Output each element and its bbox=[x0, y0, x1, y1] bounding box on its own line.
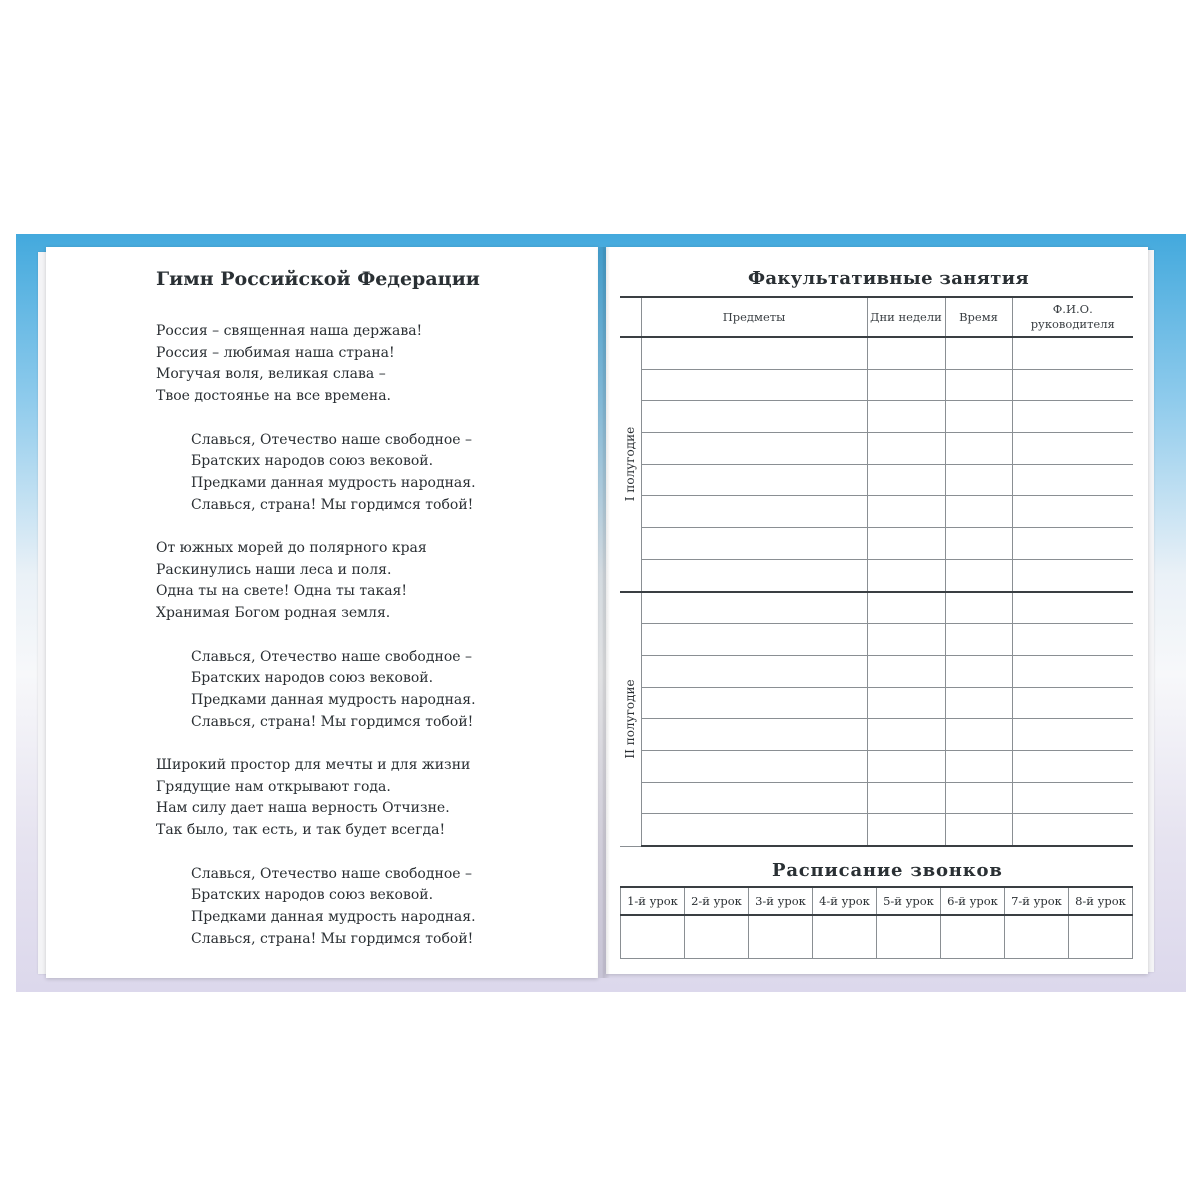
table-cell[interactable] bbox=[1012, 369, 1133, 401]
anthem-line: Широкий простор для мечты и для жизни bbox=[156, 757, 471, 773]
table-cell[interactable] bbox=[867, 369, 945, 401]
anthem-line: От южных морей до полярного края bbox=[156, 540, 427, 556]
anthem-line: Нам силу дает наша верность Отчизне. bbox=[156, 800, 450, 817]
semester-1-label: I полугодие bbox=[623, 427, 638, 502]
table-cell[interactable] bbox=[1012, 624, 1133, 656]
lesson-time-cell[interactable] bbox=[621, 915, 685, 959]
table-cell[interactable] bbox=[945, 369, 1012, 401]
anthem-line: Славься, страна! Мы гордимся тобой! bbox=[191, 496, 474, 513]
table-cell[interactable] bbox=[1012, 782, 1133, 814]
anthem-text bbox=[156, 321, 576, 972]
table-cell[interactable] bbox=[867, 655, 945, 687]
anthem-line: Одна ты на свете! Одна ты такая! bbox=[156, 583, 408, 600]
table-cell[interactable] bbox=[945, 337, 1012, 369]
electives-header-blank bbox=[620, 297, 641, 337]
anthem-line: Россия – любимая наша страна! bbox=[156, 344, 395, 361]
anthem-line: Предками данная мудрость народная. bbox=[191, 691, 476, 708]
anthem-line: Братских народов союз вековой. bbox=[191, 670, 434, 687]
lesson-time-cell[interactable] bbox=[685, 915, 749, 959]
header-time: Время bbox=[945, 297, 1012, 337]
anthem-line: Славься, Отечество наше свободное – bbox=[191, 431, 472, 448]
table-cell[interactable] bbox=[641, 401, 867, 433]
table-cell[interactable] bbox=[867, 687, 945, 719]
anthem-line: Раскинулись наши леса и поля. bbox=[156, 561, 392, 578]
table-cell[interactable] bbox=[641, 782, 867, 814]
lesson-header: 1-й урок bbox=[621, 887, 685, 915]
anthem-line: Могучая воля, великая слава – bbox=[156, 366, 386, 383]
table-cell[interactable] bbox=[867, 559, 945, 591]
table-cell[interactable] bbox=[641, 814, 867, 846]
bell-schedule-title: Расписание звонков bbox=[772, 860, 1003, 881]
table-cell[interactable] bbox=[641, 528, 867, 560]
table-cell[interactable] bbox=[945, 750, 1012, 782]
lesson-time-cell[interactable] bbox=[1069, 915, 1133, 959]
table-cell[interactable] bbox=[641, 687, 867, 719]
stanza-chorus-2 bbox=[156, 647, 576, 734]
table-cell[interactable] bbox=[1012, 433, 1133, 465]
table-cell[interactable] bbox=[945, 782, 1012, 814]
table-cell[interactable] bbox=[945, 814, 1012, 846]
table-cell[interactable] bbox=[867, 750, 945, 782]
table-cell[interactable] bbox=[641, 750, 867, 782]
table-cell[interactable] bbox=[641, 624, 867, 656]
table-cell[interactable] bbox=[1012, 496, 1133, 528]
table-cell[interactable] bbox=[1012, 401, 1133, 433]
anthem-line: Предками данная мудрость народная. bbox=[191, 908, 476, 925]
table-cell[interactable] bbox=[1012, 750, 1133, 782]
anthem-line: Грядущие нам открывают года. bbox=[156, 778, 391, 795]
stanza-verse-1 bbox=[156, 321, 576, 408]
anthem-line: Братских народов союз вековой. bbox=[191, 453, 434, 470]
book-spine bbox=[596, 247, 610, 978]
table-cell[interactable] bbox=[1012, 464, 1133, 496]
table-cell[interactable] bbox=[641, 433, 867, 465]
table-cell[interactable] bbox=[945, 528, 1012, 560]
semester-2-cell bbox=[620, 592, 641, 847]
lesson-header: 5-й урок bbox=[877, 887, 941, 915]
table-cell[interactable] bbox=[641, 719, 867, 751]
table-cell[interactable] bbox=[641, 369, 867, 401]
stanza-verse-2 bbox=[156, 538, 576, 625]
table-cell[interactable] bbox=[867, 496, 945, 528]
table-cell[interactable] bbox=[945, 496, 1012, 528]
table-cell[interactable] bbox=[641, 592, 867, 624]
table-cell[interactable] bbox=[945, 592, 1012, 624]
table-cell[interactable] bbox=[867, 592, 945, 624]
electives-table bbox=[620, 296, 1133, 847]
table-cell[interactable] bbox=[641, 559, 867, 591]
table-cell[interactable] bbox=[1012, 528, 1133, 560]
table-cell[interactable] bbox=[1012, 559, 1133, 591]
stanza-chorus-3 bbox=[156, 864, 576, 951]
semester-1-cell bbox=[620, 337, 641, 592]
table-cell[interactable] bbox=[867, 337, 945, 369]
header-supervisor: Ф.И.О. руководителя bbox=[1012, 297, 1133, 337]
lesson-time-cell[interactable] bbox=[1005, 915, 1069, 959]
table-cell[interactable] bbox=[945, 719, 1012, 751]
anthem-line: Так было, так есть, и так будет всегда! bbox=[156, 822, 446, 839]
table-cell[interactable] bbox=[1012, 719, 1133, 751]
table-cell[interactable] bbox=[945, 433, 1012, 465]
table-cell[interactable] bbox=[1012, 814, 1133, 846]
table-cell[interactable] bbox=[867, 433, 945, 465]
table-cell[interactable] bbox=[867, 814, 945, 846]
table-cell[interactable] bbox=[867, 782, 945, 814]
lesson-header: 7-й урок bbox=[1005, 887, 1069, 915]
table-cell[interactable] bbox=[945, 559, 1012, 591]
lesson-header: 2-й урок bbox=[685, 887, 749, 915]
table-cell[interactable] bbox=[945, 655, 1012, 687]
stanza-chorus-1 bbox=[156, 430, 576, 517]
anthem-line: Хранимая Богом родная земля. bbox=[156, 605, 391, 622]
anthem-line: Славься, страна! Мы гордимся тобой! bbox=[191, 930, 474, 947]
lesson-time-cell[interactable] bbox=[877, 915, 941, 959]
anthem-line: Славься, Отечество наше свободное – bbox=[191, 648, 472, 665]
table-cell[interactable] bbox=[867, 624, 945, 656]
table-cell[interactable] bbox=[867, 528, 945, 560]
lesson-time-cell[interactable] bbox=[813, 915, 877, 959]
table-cell[interactable] bbox=[945, 624, 1012, 656]
semester-2-label: II полугодие bbox=[623, 679, 638, 759]
header-subjects: Предметы bbox=[641, 297, 867, 337]
lesson-header: 8-й урок bbox=[1069, 887, 1133, 915]
lesson-time-cell[interactable] bbox=[941, 915, 1005, 959]
table-cell[interactable] bbox=[641, 655, 867, 687]
table-cell[interactable] bbox=[1012, 592, 1133, 624]
table-cell[interactable] bbox=[867, 464, 945, 496]
table-cell[interactable] bbox=[641, 496, 867, 528]
table-cell[interactable] bbox=[945, 401, 1012, 433]
anthem-title: Гимн Российской Федерации bbox=[156, 268, 480, 290]
anthem-line: Славься, страна! Мы гордимся тобой! bbox=[191, 713, 474, 730]
lesson-header: 6-й урок bbox=[941, 887, 1005, 915]
anthem-line: Россия – священная наша держава! bbox=[156, 323, 423, 339]
stanza-verse-3 bbox=[156, 755, 576, 842]
lesson-time-cell[interactable] bbox=[749, 915, 813, 959]
table-cell[interactable] bbox=[641, 337, 867, 369]
bell-schedule-table bbox=[620, 886, 1133, 959]
lesson-header: 3-й урок bbox=[749, 887, 813, 915]
lesson-header: 4-й урок bbox=[813, 887, 877, 915]
table-cell[interactable] bbox=[867, 719, 945, 751]
table-cell[interactable] bbox=[1012, 687, 1133, 719]
header-weekdays: Дни недели bbox=[867, 297, 945, 337]
anthem-line: Твое достоянье на все времена. bbox=[156, 388, 391, 405]
table-cell[interactable] bbox=[945, 687, 1012, 719]
table-cell[interactable] bbox=[945, 464, 1012, 496]
anthem-line: Предками данная мудрость народная. bbox=[191, 474, 476, 491]
anthem-line: Братских народов союз вековой. bbox=[191, 887, 434, 904]
table-cell[interactable] bbox=[1012, 655, 1133, 687]
electives-title: Факультативные занятия bbox=[748, 268, 1029, 289]
table-cell[interactable] bbox=[641, 464, 867, 496]
table-cell[interactable] bbox=[1012, 337, 1133, 369]
anthem-line: Славься, Отечество наше свободное – bbox=[191, 865, 472, 882]
table-cell[interactable] bbox=[867, 401, 945, 433]
